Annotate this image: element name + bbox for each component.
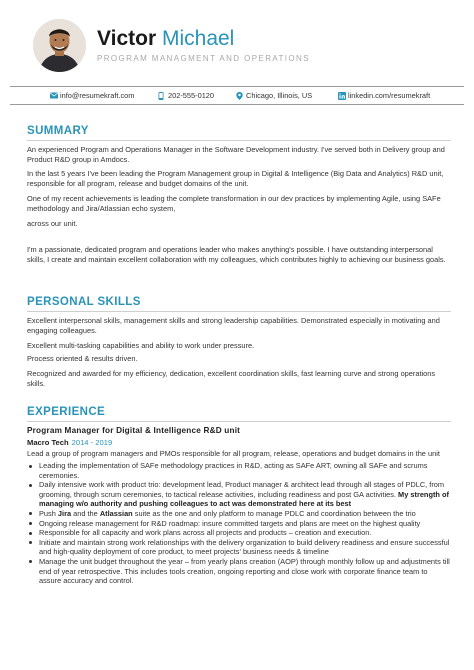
candidate-name xyxy=(97,27,234,51)
list-item: Responsible for all capacity and work plans across all projects and products – creation and execution. xyxy=(27,528,451,538)
skill-item: Recognized and awarded for my efficiency, dedication, excellent coordination skills, fast learning curve and strong operations skills. xyxy=(27,369,436,388)
summary-paragraph: One of my recent achievements is leading the complete transformation in our dev practices by implementing Agile, using SAFe methodology and Jira/Atlassian echo system, xyxy=(27,194,441,213)
skill-item: Excellent multi-tasking capabilities and ability to work under pressure. xyxy=(27,341,255,350)
bold-highlight: My strength of managing w/o authority and pushing colleagues to act was demonstrated here at its best xyxy=(39,489,449,509)
experience-divider xyxy=(27,421,451,422)
skill-item: Excellent interpersonal skills, management skills and strong leadership capabilities. Demonstrated especially in motivating and engaging colleagues. xyxy=(27,316,440,335)
job-role: PROGRAM MANAGMENT AND OPERATIONS xyxy=(97,54,310,63)
summary-paragraph: across our unit. xyxy=(27,219,78,228)
experience-heading: EXPERIENCE xyxy=(27,406,106,418)
envelope-icon xyxy=(50,92,58,99)
job-intro: Lead a group of program managers and PMOs responsible for all program, release, operations and budget domains in the unit xyxy=(27,449,440,458)
linkedin-icon xyxy=(338,92,346,100)
list-item: Daily intensive work with product trio: development lead, Product manager & architect lead through all stages of PDLC, from grooming, through scrum ceremonies, to tactical release activities, including readiness and post GA activities. My strength of managing w/o authority and pushing colleagues to act was demonstrated here at its best xyxy=(27,480,451,509)
skills-divider xyxy=(27,311,451,312)
location-pin-icon xyxy=(236,92,243,100)
job-years: 2014 - 2019 xyxy=(71,438,113,447)
list-item: Initiate and maintain strong work relationships with the delivery organization to build delivery readiness and ensure successful and high-quality deployment of core product, to meet projects' business needs & timeline xyxy=(27,538,451,557)
summary-divider xyxy=(27,140,451,141)
list-item: Leading the implementation of SAFe methodology practices in R&D, acting as SAFe ART, owning all SAFe and scrums ceremonies. xyxy=(27,461,451,480)
skill-item: Process oriented & results driven. xyxy=(27,354,138,363)
first-name: Victor xyxy=(97,27,157,50)
linkedin-text: linkedin.com/resumekraft xyxy=(348,91,431,100)
list-item: Manage the unit budget throughout the year – from yearly plans creation (AOP) through monthly follow up and adjustments till end of year retrospective. This includes tools creation, ongoing reporting and close work with corporate finance team to assure accuracy and control. xyxy=(27,557,451,586)
list-item: Ongoing release management for R&D roadmap: insure committed targets and plans are meet on the highest quality xyxy=(27,519,451,529)
company-name: Macro Tech xyxy=(27,438,69,447)
company-line xyxy=(27,438,112,447)
profile-photo xyxy=(33,19,86,72)
avatar xyxy=(33,19,86,72)
skills-heading: PERSONAL SKILLS xyxy=(27,296,141,308)
last-name: Michael xyxy=(161,27,235,50)
summary-paragraph: In the last 5 years I've been leading the Program Management group in Digital & Intelligence (Big Data and Analytics) R&D unit, responsible for all program, release and budget domains of the unit. xyxy=(27,169,444,188)
job-bullets xyxy=(27,461,451,586)
job-title: Program Manager for Digital & Intelligence R&D unit xyxy=(27,426,241,435)
list-item: Push Jira and the Atlassian suite as the one and only platform to manage PDLC and coordination between the trio xyxy=(27,509,451,519)
email-text: info@resumekraft.com xyxy=(60,91,135,100)
summary-paragraph: I'm a passionate, dedicated program and operations leader who makes anything's possible. I have outstanding interpersonal skills, I create and maintain excellent collaboration with my colleagues, which contributes highly to achieving our business goals. xyxy=(27,245,446,264)
contact-bar xyxy=(10,86,464,105)
summary-paragraph: An experienced Program and Operations Manager in the Software Development industry. I've served both in Delivery group and Product R&D group in Amdocs. xyxy=(27,145,445,164)
phone-icon xyxy=(158,92,164,100)
location-text: Chicago, Illinois, US xyxy=(246,91,313,100)
summary-heading: SUMMARY xyxy=(27,125,89,137)
phone-text: 202-555-0120 xyxy=(168,91,215,100)
